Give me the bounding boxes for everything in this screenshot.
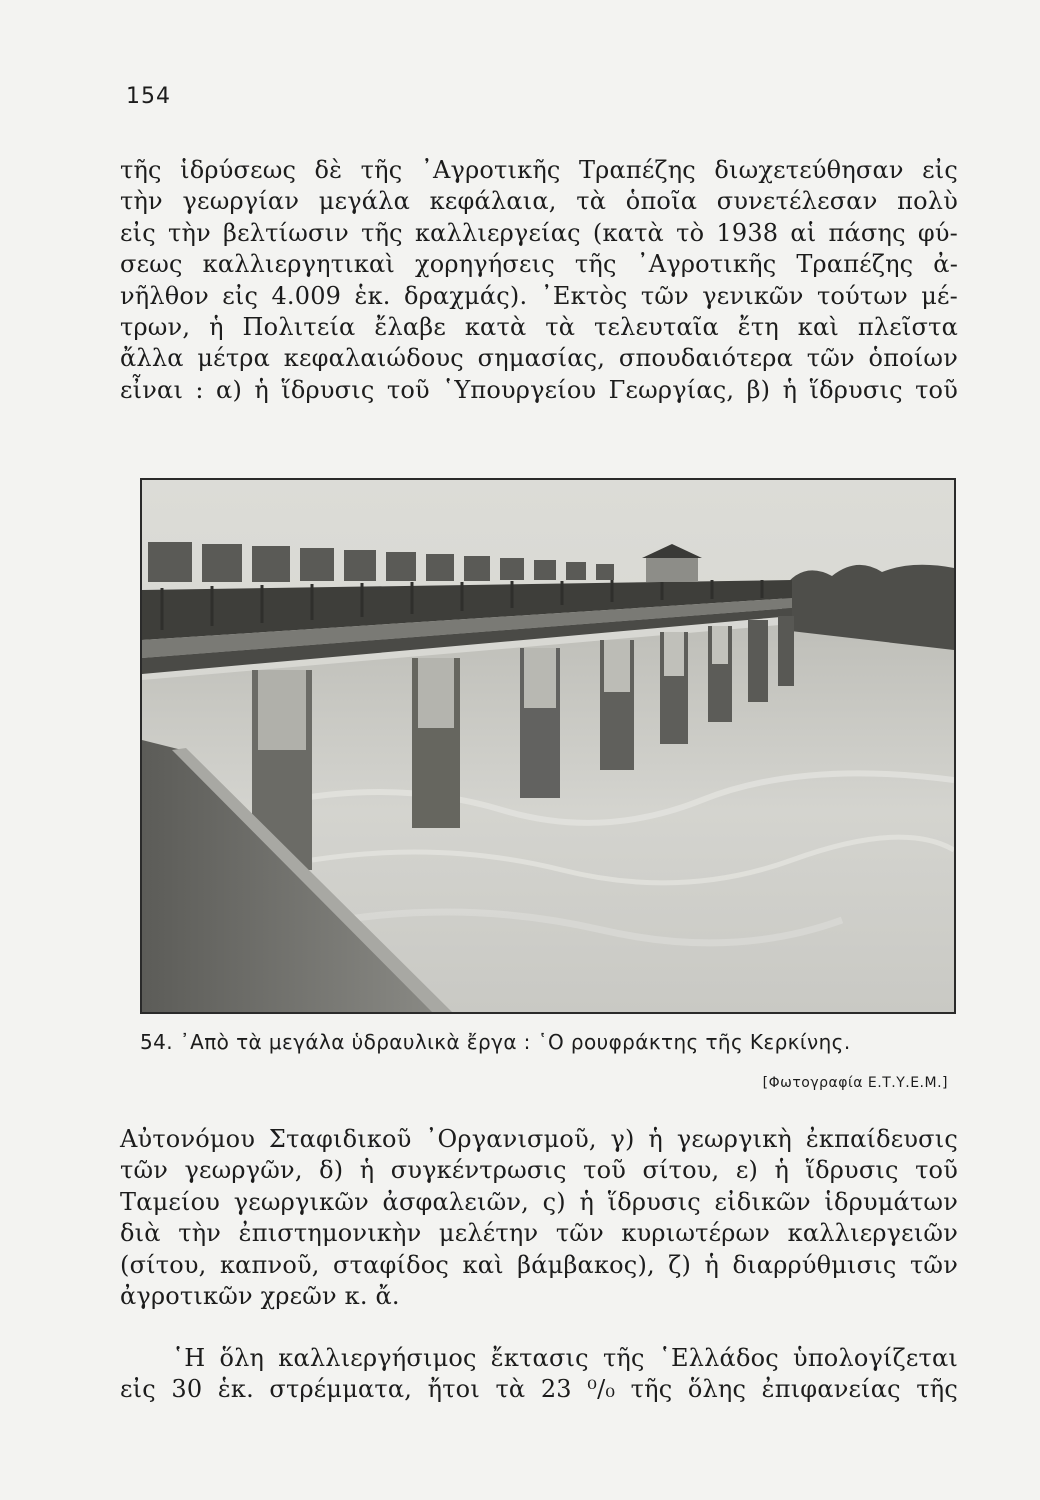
text-line: (σίτου, καπνοῦ, σταφίδος καὶ βάμβακος), ζ) ἡ διαρρύθμισις τῶν bbox=[120, 1250, 958, 1279]
text-line: ῾Η ὅλη καλλιεργήσιμος ἔκτασις τῆς ῾Ελλάδος ὑπολογίζεται bbox=[172, 1344, 958, 1372]
text-line: ἄλλα μέτρα κεφαλαιώδους σημασίας, σπουδαιότερα τῶν ὁποίων bbox=[120, 344, 958, 373]
text-line: εἰς τὴν βελτίωσιν τῆς καλλιεργείας (κατὰ τὸ 1938 αἱ πάσης φύ- bbox=[120, 218, 958, 247]
dam-photograph-illustration bbox=[142, 480, 954, 1012]
figure-caption: 54. ᾿Απὸ τὰ μεγάλα ὑδραυλικὰ ἔργα : ῾Ο ρουφράκτης τῆς Κερκίνης. bbox=[140, 1030, 851, 1054]
text-line: τῆς ἱδρύσεως δὲ τῆς ᾿Αγροτικῆς Τραπέζης διωχετεύθησαν εἰς bbox=[120, 156, 958, 184]
bottom-paragraph-2 bbox=[120, 1343, 958, 1406]
text-line: τὴν γεωργίαν μεγάλα κεφάλαια, τὰ ὁποῖα συνετέλεσαν πολὺ bbox=[120, 187, 958, 216]
photo-credit: [Φωτογραφία Ε.Τ.Υ.Ε.Μ.] bbox=[762, 1075, 948, 1091]
text-line: νῆλθον εἰς 4.009 ἑκ. δραχμάς). ᾿Εκτὸς τῶν γενικῶν τούτων μέ- bbox=[120, 281, 958, 310]
top-paragraph bbox=[120, 155, 958, 406]
text-line: Αὐτονόμου Σταφιδικοῦ ᾿Οργανισμοῦ, γ) ἡ γεωργικὴ ἐκπαίδευσις bbox=[120, 1125, 958, 1153]
text-line: σεως καλλιεργητικαὶ χορηγήσεις τῆς ᾿Αγροτικῆς Τραπέζης ἀ- bbox=[120, 250, 958, 279]
text-line: τῶν γεωργῶν, δ) ἡ συγκέντρωσις τοῦ σίτου, ε) ἡ ἵδρυσις τοῦ bbox=[120, 1156, 958, 1185]
bottom-paragraph-1 bbox=[120, 1124, 958, 1312]
text-line: Ταμείου γεωργικῶν ἀσφαλειῶν, ς) ἡ ἵδρυσις εἰδικῶν ἱδρυμάτων bbox=[120, 1187, 958, 1216]
text-line: διὰ τὴν ἐπιστημονικὴν μελέτην τῶν κυριωτέρων καλλιεργειῶν bbox=[120, 1219, 958, 1248]
page-number: 154 bbox=[126, 84, 171, 109]
text-line: ἀγροτικῶν χρεῶν κ. ἄ. bbox=[120, 1282, 400, 1311]
text-line: εἰς 30 ἑκ. στρέμματα, ἤτοι τὰ 23 ⁰/₀ τῆς ὅλης ἐπιφανείας τῆς bbox=[120, 1375, 958, 1404]
dam-photograph bbox=[140, 478, 956, 1014]
text-line: τρων, ἡ Πολιτεία ἔλαβε κατὰ τὰ τελευταῖα ἔτη καὶ πλεῖστα bbox=[120, 313, 958, 342]
text-line: εἶναι : α) ἡ ἵδρυσις τοῦ ῾Υπουργείου Γεωργίας, β) ἡ ἵδρυσις τοῦ bbox=[120, 375, 958, 404]
